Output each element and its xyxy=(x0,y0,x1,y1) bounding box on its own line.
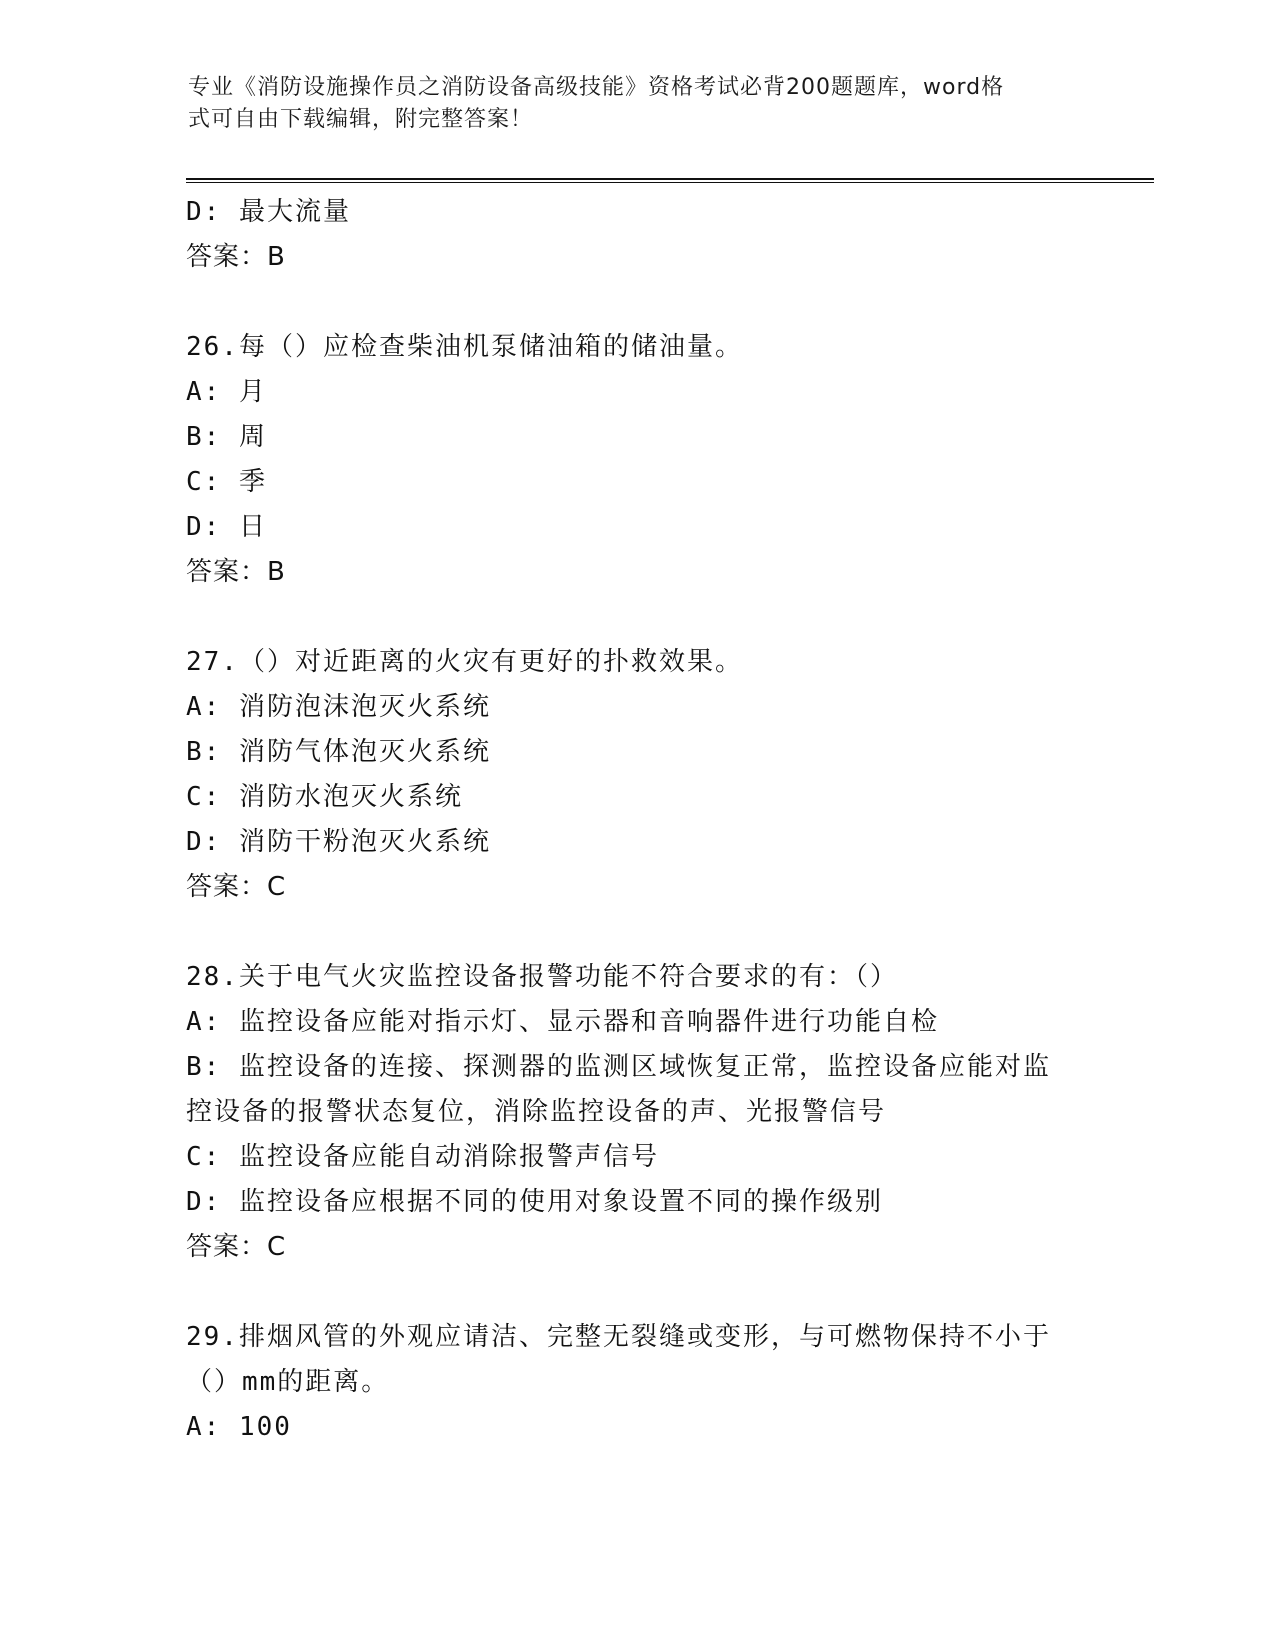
document-header xyxy=(188,72,1068,136)
option-a: A: 月 xyxy=(186,377,267,407)
question-28 xyxy=(186,955,1086,1270)
option-d: D: 监控设备应根据不同的使用对象设置不同的操作级别 xyxy=(186,1187,883,1217)
option-d: D: 消防干粉泡灭火系统 xyxy=(186,827,491,857)
option-b: B: 消防气体泡灭火系统 xyxy=(186,737,491,767)
option-b-line-2: 控设备的报警状态复位，消除监控设备的声、光报警信号 xyxy=(186,1097,887,1127)
option-c: C: 消防水泡灭火系统 xyxy=(186,782,463,812)
option-b: B: 周 xyxy=(186,422,267,452)
question-29 xyxy=(186,1315,1086,1450)
option-b-line-1: B: 监控设备的连接、探测器的监测区域恢复正常，监控设备应能对监 xyxy=(186,1052,1051,1082)
question-stem: 27.（）对近距离的火灾有更好的扑救效果。 xyxy=(186,647,743,677)
question-27 xyxy=(186,640,1086,910)
answer: 答案：C xyxy=(186,1232,287,1262)
question-stem: 28.关于电气火灾监控设备报警功能不符合要求的有：（） xyxy=(186,962,898,992)
answer: 答案：B xyxy=(186,557,286,587)
question-stem-line-2: （）mm的距离。 xyxy=(186,1367,390,1397)
option-a: A: 100 xyxy=(186,1412,292,1442)
prev-option-d: D: 最大流量 xyxy=(186,197,351,227)
header-line-1: 专业《消防设施操作员之消防设备高级技能》资格考试必背200题题库，word格 xyxy=(188,75,1005,100)
option-a: A: 消防泡沫泡灭火系统 xyxy=(186,692,491,722)
option-c: C: 季 xyxy=(186,467,267,497)
question-stem-line-1: 29.排烟风管的外观应请洁、完整无裂缝或变形，与可燃物保持不小于 xyxy=(186,1322,1051,1352)
question-content xyxy=(186,190,1086,1450)
question-26 xyxy=(186,325,1086,595)
header-divider xyxy=(186,178,1154,183)
option-c: C: 监控设备应能自动消除报警声信号 xyxy=(186,1142,659,1172)
option-d: D: 日 xyxy=(186,512,267,542)
question-stem: 26.每（）应检查柴油机泵储油箱的储油量。 xyxy=(186,332,743,362)
option-a: A: 监控设备应能对指示灯、显示器和音响器件进行功能自检 xyxy=(186,1007,939,1037)
answer: 答案：C xyxy=(186,872,287,902)
prev-answer: 答案：B xyxy=(186,242,286,272)
header-line-2: 式可自由下载编辑，附完整答案！ xyxy=(188,107,534,132)
